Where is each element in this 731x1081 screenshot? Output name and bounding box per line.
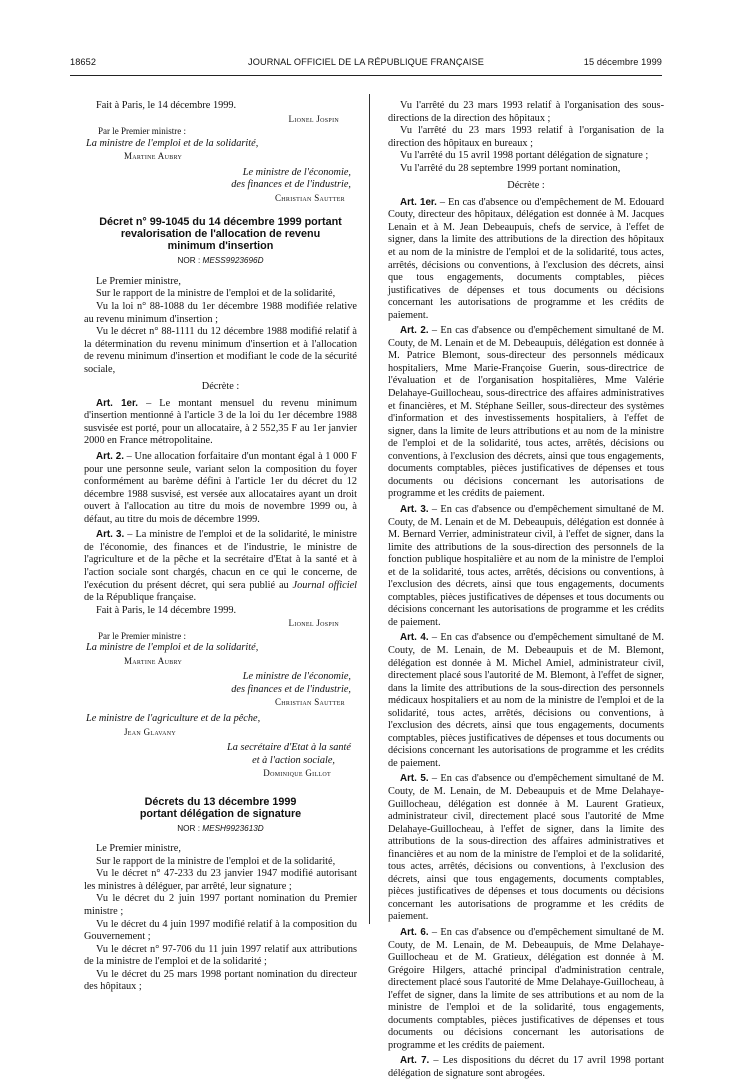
premier-ministre: Le Premier ministre,	[96, 843, 181, 855]
right-column	[388, 100, 664, 1081]
vu-line: Sur le rapport de la ministre de l'emploi et de la solidarité,	[96, 855, 336, 867]
nor-reference: NOR : MESH9923613D	[177, 823, 264, 833]
vu-line: Vu le décret du 25 mars 1998 portant nomination du directeur des hôpitaux ;	[84, 968, 357, 993]
signature-aubry: Martine Aubry	[124, 655, 183, 666]
vu-line: Vu l'arrêté du 23 mars 1993 relatif à l'organisation des sous-directions de la direction des hôpitaux ;	[388, 100, 664, 124]
decret-title: Décret n° 99-1045 du 14 décembre 1999 portant revalorisation de l'allocation de revenu minimum d'insertion	[99, 216, 342, 253]
vu-line: Vu l'arrêté du 23 mars 1993 relatif à l'organisation de la direction des hôpitaux en bureaux ;	[388, 125, 664, 149]
vu-line: Sur le rapport de la ministre de l'emploi et de la solidarité,	[96, 288, 336, 300]
article: Art. 1er. – En cas d'absence ou d'empêchement de M. Edouard Couty, directeur des hôpitaux, délégation est donnée à M. Jacques Lenain et à M. Jean Debeaupuis, chefs de service, à l'effet de signer, dans la limite des attributions de la direction des hôpitaux et au nom de la ministre de l'emploi et de la solidarité, tous actes, arrêtés, décisions ou conventions, à l'exclusion des décrets, ainsi que tous engagements, documents comptables, pièces justificatives de dépenses et tous documents ou décisions concernant les autorisations de programme et les crédits de paiement.	[388, 196, 664, 321]
signature-sautter: Christian Sautter	[274, 697, 345, 708]
fait-a-paris: Fait à Paris, le 14 décembre 1999.	[96, 604, 237, 616]
signature-sautter: Christian Sautter	[274, 192, 345, 203]
issue-date: 15 décembre 1999	[583, 57, 662, 67]
signature-gillot: Dominique Gillot	[263, 768, 331, 779]
fait-a-paris: Fait à Paris, le 14 décembre 1999.	[96, 100, 237, 111]
article: Art. 3. – En cas d'absence ou d'empêchement simultané de M. Couty, de M. Lenain et de M. Debeaupuis, délégation est donnée à M. Bernard Verrier, administrateur civil, à l'effet de signer, dans la limite des attributions de la sous-direction des personnels de la fonction publique hospitalière et au nom de la ministre de l'emploi et de la solidarité, tous actes, arrêtés, décisions ou conventions, à l'exclusion des décrets, ainsi que tous engagements, documents comptables, pièces justificatives de dépenses et tous documents ou décisions concernant les autorisations de programme et les crédits de paiement.	[388, 503, 665, 628]
signature-glavany: Jean Glavany	[124, 726, 176, 737]
article: Art. 5. – En cas d'absence ou d'empêchement simultané de M. Couty, de M. Lenain, de M. Debeaupuis et de Mme Delahaye-Guillocheau, délégation est donnée à M. Laurent Gratieux, administrateur civil, directement placé sous l'autorité de Mme Delahaye-Guillocheau, à l'effet de signer, dans la limite des attributions de la sous-direction des affaires administratives et financières et au nom de la ministre de l'emploi et de la solidarité, tous actes, arrêtés, décisions ou conventions, à l'exclusion des décrets, ainsi que tous engagements, documents comptables, pièces justificatives de dépenses et tous documents ou décisions concernant les autorisations de programme et les crédits de paiement.	[388, 773, 665, 923]
secretaire-etat-2: et à l'action sociale,	[252, 754, 335, 766]
nor-reference: NOR : MESS9923696D	[177, 256, 264, 266]
vu-line: Vu l'arrêté du 28 septembre 1999 portant nomination,	[400, 162, 621, 174]
header-rule	[70, 75, 662, 76]
article: Art. 4. – En cas d'absence ou d'empêchement simultané de M. Couty, de M. Lenain, de M. Debeaupuis et de M. Blemont, délégation est donnée à M. Michel Amiel, administrateur civil, directement placé sous l'autorité de M. Blemont, à l'effet de signer, dans la limite des attributions de la sous-direction des personnels médicaux hospitaliers et au nom de la ministre de l'emploi et de la solidarité, tous actes, arrêtés, décisions ou conventions, à l'exclusion des décrets, ainsi que tous engagements, documents comptables, pièces justificatives de dépenses et tous documents ou décisions concernant les autorisations de programme et les crédits de paiement.	[388, 632, 665, 769]
signature-jospin: Lionel Jospin	[288, 113, 339, 124]
left-column	[84, 100, 357, 994]
signature-jospin: Lionel Jospin	[288, 618, 339, 629]
ministre-economie-2: des finances et de l'industrie,	[231, 179, 351, 191]
article: Art. 1er. – Le montant mensuel du revenu minimum d'insertion mentionné à l'article 3 de la loi du 1er décembre 1988 susvisée est porté, pour un allocataire, à 2 552,35 F au 1er janvier 2000 en France métropolitaine.	[84, 397, 357, 447]
page-number: 18652	[70, 57, 97, 67]
journal-title: JOURNAL OFFICIEL DE LA RÉPUBLIQUE FRANÇAISE	[248, 57, 484, 67]
vu-line: Vu l'arrêté du 15 avril 1998 portant délégation de signature ;	[400, 150, 649, 162]
vu-line: Vu la loi n° 88-1088 du 1er décembre 1988 modifiée relative au revenu minimum d'insertion ;	[84, 301, 357, 325]
vu-line: Vu le décret n° 88-1111 du 12 décembre 1988 modifié relatif à la détermination du revenu minimum d'insertion et à l'allocation de revenu minimum d'insertion et modifiant le code de la sécurité sociale,	[84, 326, 357, 375]
premier-ministre: Le Premier ministre,	[96, 275, 181, 287]
article: Art. 3. – La ministre de l'emploi et de la solidarité, le ministre de l'économie, des finances et de l'industrie, le ministre de l'agriculture et de la pêche et la secrétaire d'Etat à la santé et à l'action sociale sont chargés, chacun en ce qui le concerne, de l'exécution du présent décret, qui sera publié au Journal officiel de la République française.	[84, 529, 358, 604]
article: Art. 2. – Une allocation forfaitaire d'un montant égal à 1 000 F pour une personne seule, variant selon la composition du foyer conformément au barème défini à l'article 1er du décret du 12 décembre 1988 susvisé, est versée aux allocataires ayant un droit ouvert à l'allocation au titre du mois de novembre 1999 ou, à défaut, au titre du mois de décembre 1999.	[84, 451, 358, 525]
vu-line: Vu le décret du 4 juin 1997 modifié relatif à la composition du Gouvernement ;	[84, 918, 357, 943]
par-premier-ministre: Par le Premier ministre :	[98, 630, 186, 641]
vu-line: Vu le décret n° 97-706 du 11 juin 1997 relatif aux attributions de la ministre de l'emploi et de la solidarité ;	[84, 943, 357, 968]
ministre-economie: Le ministre de l'économie,	[242, 166, 351, 178]
vu-line: Vu le décret n° 47-233 du 23 janvier 1947 modifié autorisant les ministres à déléguer, par arrêté, leur signature ;	[84, 868, 357, 892]
ministre-economie: Le ministre de l'économie,	[242, 671, 351, 683]
article: Art. 2. – En cas d'absence ou d'empêchement simultané de M. Couty, de M. Lenain et de M. Debeaupuis, délégation est donnée à M. Patrice Blemont, sous-directeur des personnels médicaux hospitaliers, Mme Marie-Françoise Guerin, sous-directrice de l'évaluation et de l'organisation hospitalières, Mme Valérie Delahaye-Guillocheau, sous-directrice des affaires administratives et financières, et M. Stéphane Seiller, sous-directeur des systèmes d'information et des investissements hospitaliers, à l'effet de signer, dans la limite de leurs attributions et au nom de la ministre de l'emploi et de la solidarité, tous actes, arrêtés, décisions ou conventions, à l'exclusion des décrets, ainsi que tous engagements, documents comptables, pièces justificatives de dépenses et tous documents ou décisions concernant les autorisations de programme et les crédits de paiement.	[388, 325, 665, 500]
decret-title: Décrets du 13 décembre 1999 portant délégation de signature	[139, 795, 302, 820]
par-premier-ministre: Par le Premier ministre :	[98, 126, 186, 137]
secretaire-etat: La secrétaire d'Etat à la santé	[227, 742, 351, 754]
page-header	[70, 57, 662, 71]
decrete: Décrète :	[507, 180, 545, 192]
ministre-emploi: La ministre de l'emploi et de la solidarité,	[86, 642, 259, 654]
ministre-economie-2: des finances et de l'industrie,	[231, 683, 351, 695]
signature-aubry: Martine Aubry	[124, 151, 183, 162]
column-divider	[369, 94, 370, 924]
article: Art. 6. – En cas d'absence ou d'empêchement simultané de M. Couty, de M. Lenain, de M. Debeaupuis, de Mme Delahaye-Guillocheau et de M. Gratieux, délégation est donnée à M. Grégoire Hilgers, attaché principal d'administration centrale, directement placé sous l'autorité de Mme Delahaye-Guillocheau, à l'effet de signer, dans la limite de ses attributions et au nom de la ministre de l'emploi et de la solidarité, tous engagements, documents comptables, pièces justificatives de dépenses et tous documents ou décisions concernant les autorisations de programme et les crédits de paiement.	[388, 927, 665, 1051]
decrete: Décrète :	[201, 381, 240, 393]
ministre-emploi: La ministre de l'emploi et de la solidarité,	[86, 137, 259, 149]
ministre-agriculture: Le ministre de l'agriculture et de la pêche,	[86, 712, 261, 724]
article: Art. 7. – Les dispositions du décret du 17 avril 1998 portant délégation de signature sont abrogées.	[388, 1055, 664, 1080]
vu-line: Vu le décret du 2 juin 1997 portant nomination du Premier ministre ;	[84, 893, 357, 917]
